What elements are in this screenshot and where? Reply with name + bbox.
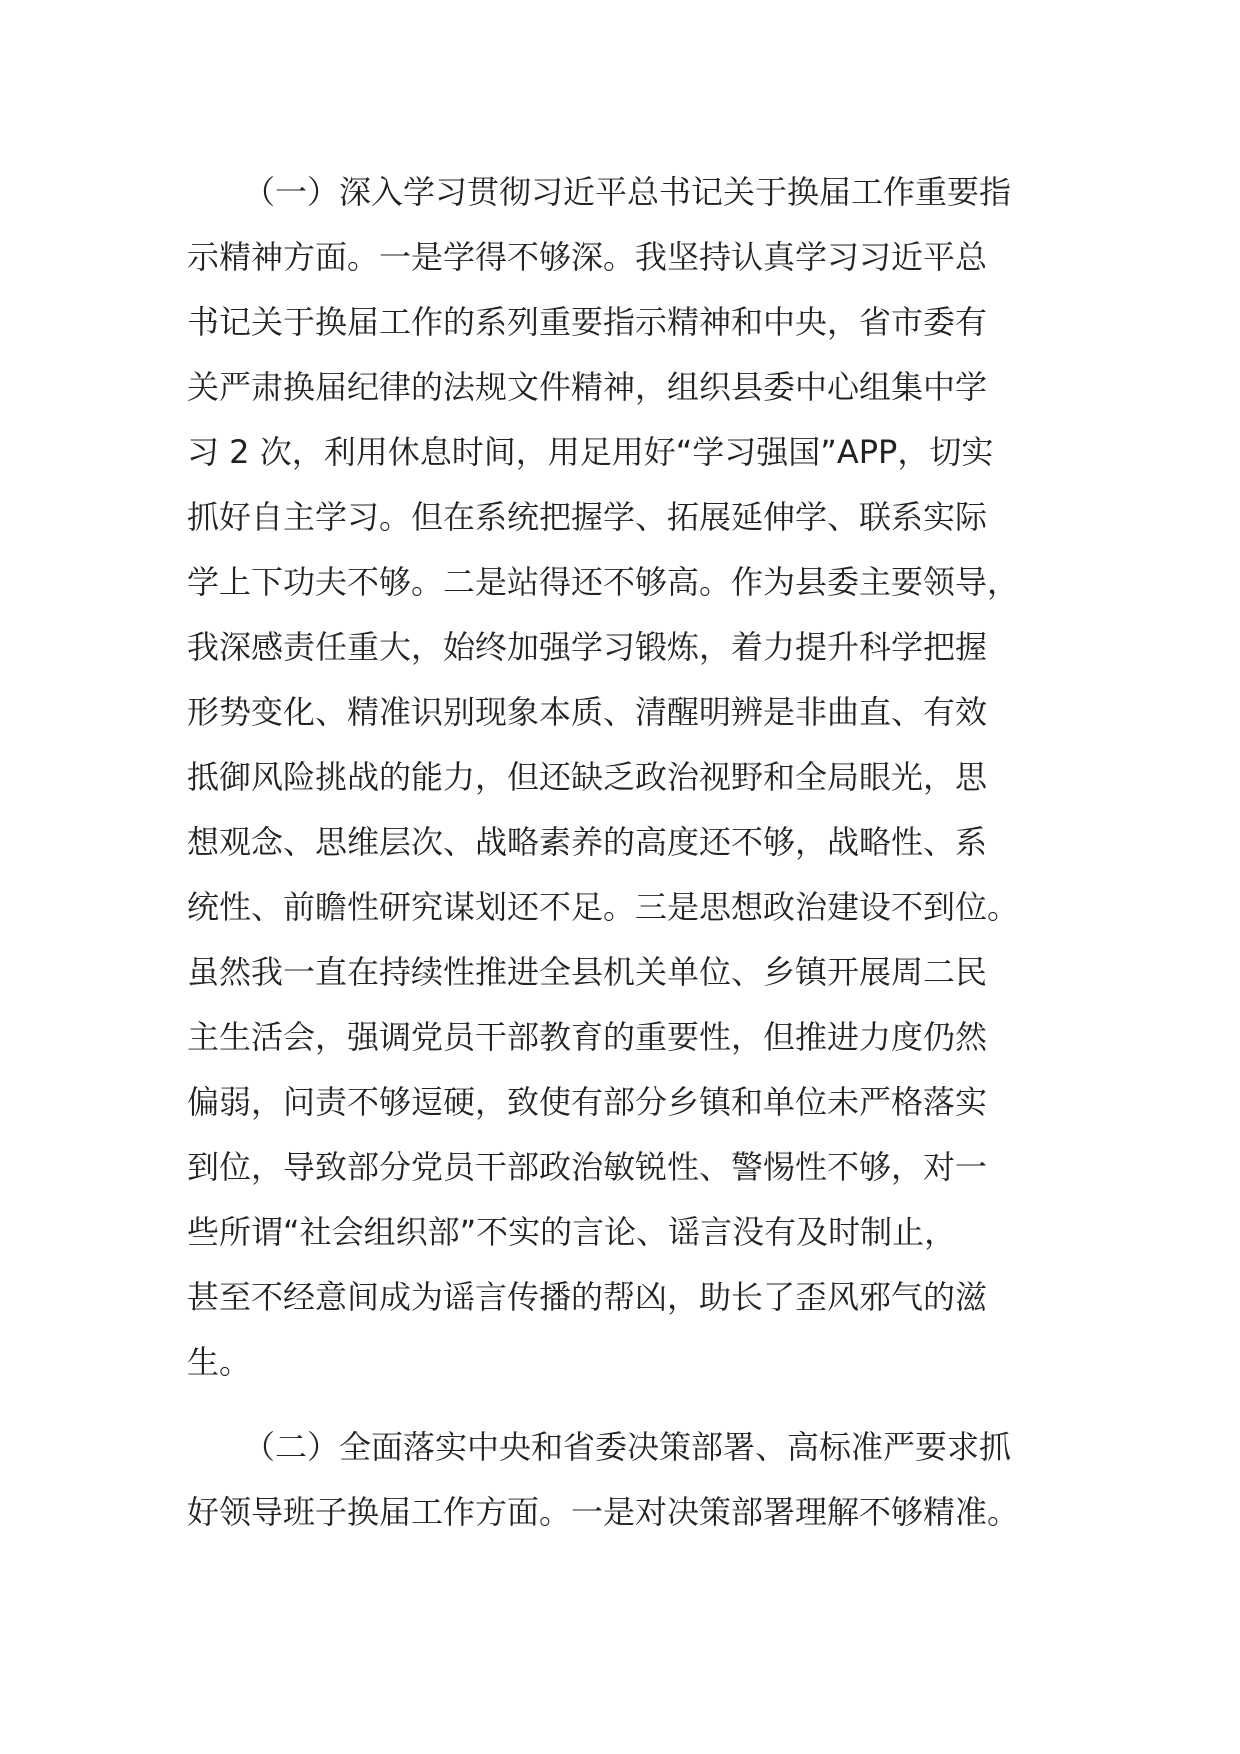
paragraph-1 (187, 160, 1077, 1395)
paragraph-2 (187, 1415, 1077, 1545)
paragraph-line: 甚至不经意间成为谣言传播的帮凶，助长了歪风邪气的滋 (187, 1278, 988, 1316)
paragraph-line: 些所谓“社会组织部”不实的言论、谣言没有及时制止， (187, 1213, 957, 1251)
paragraph-spacer (187, 1395, 1077, 1415)
paragraph-line: 统性、前瞻性研究谋划还不足。三是思想政治建设不到位。 (187, 888, 1020, 926)
paragraph-line: 虽然我一直在持续性推进全县机关单位、乡镇开展周二民 (187, 953, 988, 991)
paragraph-line: 到位，导致部分党员干部政治敏锐性、警惕性不够，对一 (187, 1148, 988, 1186)
paragraph-line: 想观念、思维层次、战略素养的高度还不够，战略性、系 (187, 823, 988, 861)
paragraph-line: 示精神方面。一是学得不够深。我坚持认真学习习近平总 (187, 238, 988, 276)
paragraph-line: 偏弱，问责不够逗硬，致使有部分乡镇和单位未严格落实 (187, 1083, 988, 1121)
paragraph-line: 我深感责任重大，始终加强学习锻炼，着力提升科学把握 (187, 628, 988, 666)
paragraph-line: 学上下功夫不够。二是站得还不够高。作为县委主要领导， (187, 563, 1020, 601)
paragraph-line: 关严肃换届纪律的法规文件精神，组织县委中心组集中学 (187, 368, 988, 406)
paragraph-line: 抓好自主学习。但在系统把握学、拓展延伸学、联系实际 (187, 498, 988, 536)
document-body (187, 160, 1077, 1545)
paragraph-line: 主生活会，强调党员干部教育的重要性，但推进力度仍然 (187, 1018, 988, 1056)
paragraph-line: （二）全面落实中央和省委决策部署、高标准严要求抓 (243, 1428, 1012, 1466)
paragraph-line: 好领导班子换届工作方面。一是对决策部署理解不够精准。 (187, 1493, 1020, 1531)
paragraph-line: （一）深入学习贯彻习近平总书记关于换届工作重要指 (243, 173, 1012, 211)
paragraph-line: 抵御风险挑战的能力，但还缺乏政治视野和全局眼光，思 (187, 758, 988, 796)
paragraph-line: 书记关于换届工作的系列重要指示精神和中央，省市委有 (187, 303, 988, 341)
paragraph-line: 生。 (187, 1343, 252, 1381)
paragraph-line: 形势变化、精准识别现象本质、清醒明辨是非曲直、有效 (187, 693, 988, 731)
paragraph-line: 习 2 次，利用休息时间，用足用好“学习强国”APP，切实 (187, 433, 994, 471)
